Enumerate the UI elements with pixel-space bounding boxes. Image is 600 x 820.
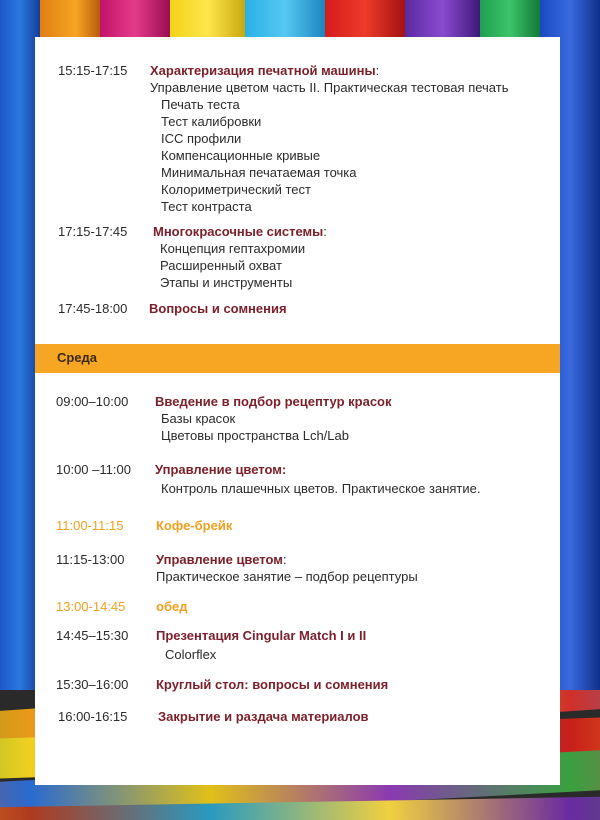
session-title: Управление цветом: <box>155 462 287 477</box>
session-line: Базы красок <box>161 411 236 426</box>
session-title-text: Характеризация печатной машины <box>150 63 376 78</box>
time-slot: 14:45–15:30 <box>56 628 129 643</box>
time-slot: 17:45-18:00 <box>58 301 128 316</box>
session-title: Вопросы и сомнения <box>149 301 287 316</box>
session-title: Введение в подбор рецептур красок <box>155 394 392 409</box>
time-slot: 17:15-17:45 <box>58 224 128 239</box>
time-slot: 11:15-13:00 <box>56 552 125 567</box>
coffee-break-title: Кофе-брейк <box>156 518 233 533</box>
session-line: Управление цветом часть II. Практическая тестовая печать <box>150 80 509 95</box>
session-title: Закрытие и раздача материалов <box>158 709 369 724</box>
schedule-sheet <box>35 37 560 785</box>
session-line: Расширенный охват <box>160 258 282 273</box>
session-line: ICC профили <box>161 131 242 146</box>
session-line: Минимальная печатаемая точка <box>161 165 357 180</box>
session-line: Этапы и инструменты <box>160 275 293 290</box>
day-header-band <box>35 344 560 373</box>
time-slot: 15:15-17:15 <box>58 63 128 78</box>
session-line: Тест контраста <box>161 199 252 214</box>
session-line: Цветовы пространства Lch/Lab <box>161 428 349 443</box>
time-slot: 10:00 –11:00 <box>56 462 131 477</box>
session-line: Компенсационные кривые <box>161 148 321 163</box>
session-title: Презентация Cingular Match I и II <box>156 628 367 643</box>
session-line: Colorflex <box>165 647 217 662</box>
session-title <box>150 63 379 78</box>
lunch-title: обед <box>156 599 188 614</box>
day-label: Среда <box>57 350 98 365</box>
session-title <box>156 552 287 567</box>
session-title-text: Управление цветом <box>156 552 283 567</box>
time-slot: 15:30–16:00 <box>56 677 129 692</box>
session-line: Контроль плашечных цветов. Практическое занятие. <box>161 481 481 496</box>
time-slot: 16:00-16:15 <box>58 709 128 724</box>
session-title-text: Многокрасочные системы <box>153 224 324 239</box>
title-colon: : <box>282 552 287 567</box>
session-title <box>153 224 327 239</box>
plank <box>0 0 40 690</box>
session-line: Практическое занятие – подбор рецептуры <box>156 569 418 584</box>
title-colon: : <box>323 224 327 239</box>
time-slot: 13:00-14:45 <box>56 599 126 614</box>
session-line: Концепция гептахромии <box>160 241 306 256</box>
time-slot: 09:00–10:00 <box>56 394 129 409</box>
time-slot: 11:00-11:15 <box>56 518 124 533</box>
session-line: Тест калибровки <box>161 114 262 129</box>
session-title: Круглый стол: вопросы и сомнения <box>156 677 389 692</box>
title-colon: : <box>375 63 380 78</box>
session-line: Печать теста <box>161 97 240 112</box>
session-line: Колориметрический тест <box>161 182 311 197</box>
